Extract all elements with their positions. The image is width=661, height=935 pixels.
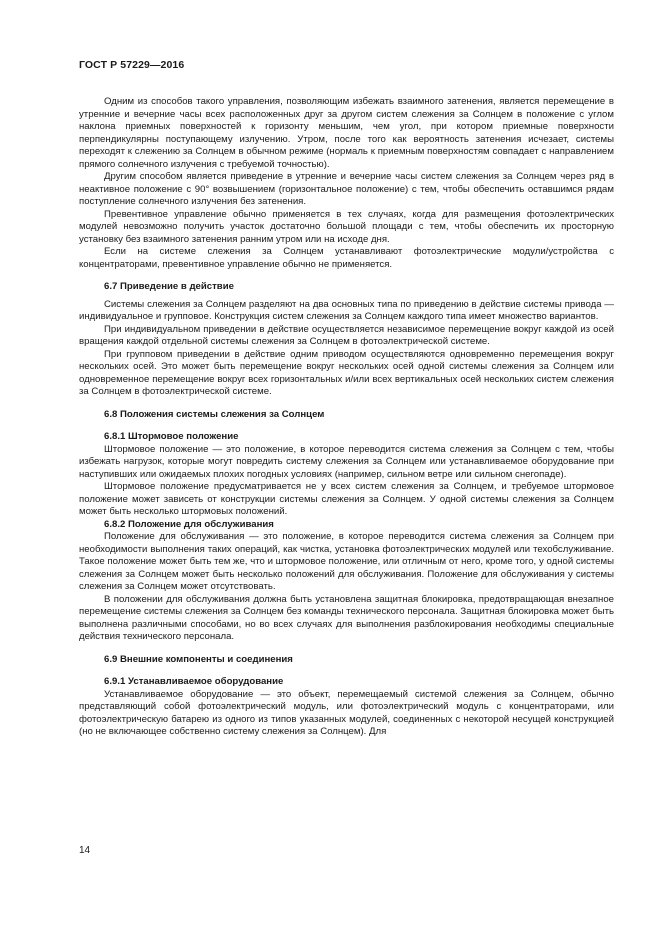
paragraph: Другим способом является приведение в утренние и вечерние часы систем слежения за Солнцем через ряд в неактивное положение с 90° возвышением (горизонтальное положение) с тем, чтобы обеспечить оставшимся рядам поступление солнечного излучения без затенения.: [79, 171, 614, 207]
subsection-heading-6-8-1: 6.8.1 Штормовое положение: [104, 431, 239, 442]
subsection-heading-6-8-2: 6.8.2 Положение для обслуживания: [104, 518, 274, 530]
section-heading-6-7: 6.7 Приведение в действие: [104, 281, 234, 292]
document-header: ГОСТ Р 57229—2016: [79, 59, 185, 71]
subsection-heading-6-9-1: 6.9.1 Устанавливаемое оборудование: [104, 676, 284, 687]
section-heading-6-8: 6.8 Положения системы слежения за Солнцем: [104, 408, 325, 420]
paragraph: При групповом приведении в действие одним приводом осуществляются одновременно перемещения вокруг нескольких осей. Это может быть перемещение вокруг нескольких осей одной системы слежения за Солнцем или одновременное перемещение вокруг всех горизонтальных и/или всех вертикальных осей нескольких систем слежения за Солнцем в фотоэлектрической системе.: [79, 348, 614, 397]
paragraph: Если на системе слежения за Солнцем устанавливают фотоэлектрические модули/устройства с концентраторами, превентивное управление обычно не применяется.: [79, 246, 614, 270]
paragraph: В положении для обслуживания должна быть установлена защитная блокировка, предотвращающая внезапное перемещение системы слежения за Солнцем без команды технического персонала. Защитная блокировка может быть выполнена различными способами, но во всех случаях для выполнения разблокирования необходимы специальные действия технического персонала.: [79, 593, 614, 642]
document-body: [79, 96, 614, 739]
paragraph: Штормовое положение предусматривается не у всех систем слежения за Солнцем, и требуемое штормовое положение может зависеть от конструкции системы слежения за Солнцем. У одной системы слежения за Солнцем может быть несколько штормовых положений.: [79, 481, 614, 517]
paragraph: Положение для обслуживания — это положение, в которое переводится система слежения за Солнцем при необходимости выполнения таких операций, как чистка, установка фотоэлектрических модулей или техобслуживание. Такое положение может быть тем же, что и штормовое положение, или отличным от него, кроме того, у одной системы слежения за Солнцем может быть несколько положений для обслуживания. Положение для обслуживания у системы слежения за Солнцем может отсутствовать.: [79, 531, 614, 592]
section-heading-6-9: 6.9 Внешние компоненты и соединения: [104, 653, 293, 665]
paragraph: Одним из способов такого управления, позволяющим избежать взаимного затенения, является перемещение в утренние и вечерние часы всех расположенных друг за другом систем слежения за Солнцем в положение с углом наклона приемных поверхностей к горизонту меньшим, чем угол, при котором приемные поверхности перпендикулярны поступающему излучению. Утром, после того как вероятность затенения исчезает, системы переходят к слежению за Солнцем в обычном режиме (нормаль к приемным поверхностям совпадает с направлением прямого солнечного излучения с требуемой точностью).: [79, 96, 614, 170]
page-number: 14: [79, 845, 91, 856]
paragraph: Превентивное управление обычно применяется в тех случаях, когда для размещения фотоэлектрических модулей невозможно получить участок достаточно большой площади с тем, чтобы обеспечить их просторную установку без взаимного затенения ранним утром или на исходе дня.: [79, 208, 614, 245]
paragraph: Штормовое положение — это положение, в которое переводится система слежения за Солнцем с тем, чтобы избежать нагрузок, которые могут повредить систему слежения за Солнцем или устанавливаемое оборудование при наступивших или ожидаемых плохих погодных условиях (например, сильном ветре или сильном снегопаде).: [79, 443, 614, 480]
paragraph: При индивидуальном приведении в действие осуществляется независимое перемещение вокруг каждой из осей вращения каждой отдельной системы слежения за Солнцем в фотоэлектрической системе.: [79, 323, 614, 347]
paragraph: Системы слежения за Солнцем разделяют на два основных типа по приведению в действие системы привода — индивидуальное и групповое. Конструкция систем слежения за Солнцем каждого типа имеет множество вариантов.: [79, 298, 614, 322]
paragraph: Устанавливаемое оборудование — это объект, перемещаемый системой слежения за Солнцем, обычно представляющий собой фотоэлектрический модуль, или фотоэлектрический модуль с концентраторами, или фотоэлектрическую батарею из одного из типов указанных модулей, соединенных с некоторой несущей конструкцией (но не включающее собственно систему слежения за Солнцем). Для: [79, 688, 614, 737]
